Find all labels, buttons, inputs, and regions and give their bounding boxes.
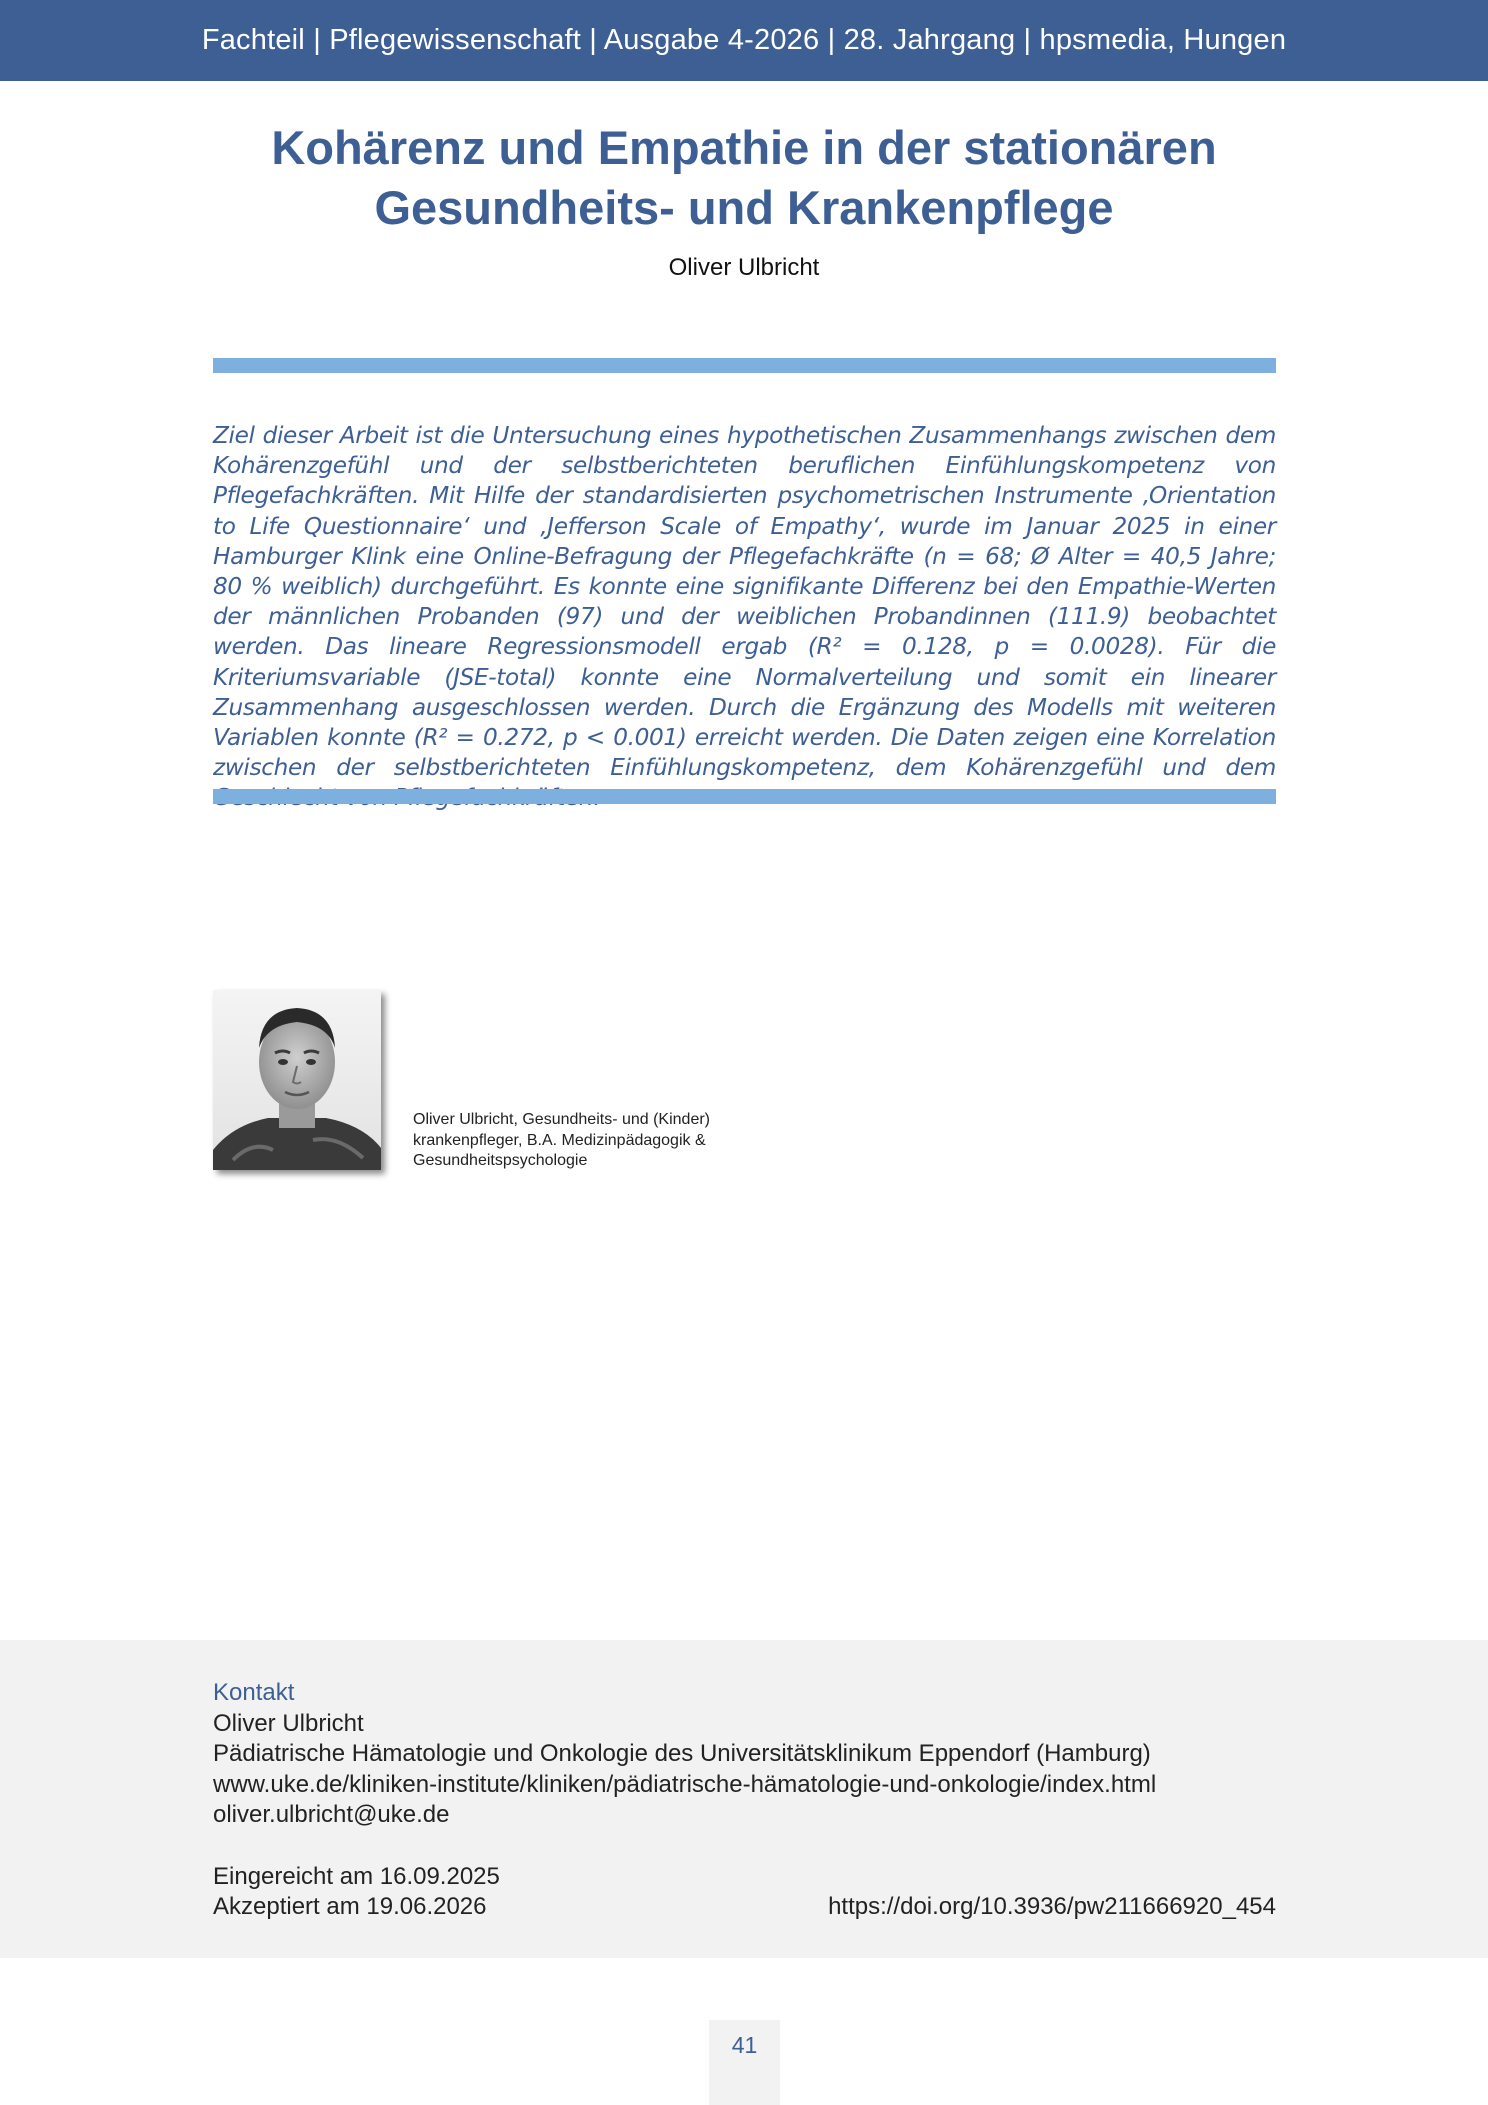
article-title [150, 118, 1338, 238]
accepted-row [213, 1892, 1276, 1923]
title-line-2: Gesundheits- und Krankenpflege [374, 181, 1114, 234]
doi-link[interactable]: https://doi.org/10.3936/pw211666920_454 [828, 1893, 1276, 1920]
dates-block [213, 1862, 1276, 1923]
journal-header-text: Fachteil | Pflegewissenschaft | Ausgabe 4-2026 | 28. Jahrgang | hpsmedia, Hungen [201, 24, 1287, 56]
author-caption [413, 1110, 773, 1172]
caption-line-2: krankenpfleger, B.A. Medizinpädagogik & [413, 1131, 706, 1149]
contact-content [213, 1678, 1276, 1923]
journal-header-bar [0, 0, 1488, 81]
abstract-bottom-rule [213, 789, 1276, 804]
author-portrait-icon [213, 990, 381, 1170]
contact-website-link[interactable]: www.uke.de/kliniken-institute/kliniken/pädiatrische-hämatologie-und-onkologie/index.html [213, 1770, 1157, 1798]
contact-box [0, 1640, 1488, 1958]
contact-email-link[interactable]: oliver.ulbricht@uke.de [213, 1801, 450, 1828]
caption-line-3: Gesundheitspsychologie [413, 1152, 588, 1169]
caption-line-1: Oliver Ulbricht, Gesundheits- und (Kinder) [413, 1111, 711, 1128]
page-number: 41 [709, 2020, 780, 2105]
article-author: Oliver Ulbricht [668, 254, 820, 281]
abstract-text: Ziel dieser Arbeit ist die Untersuchung eines hypothetischen Zusammenhangs zwischen dem Kohärenzgefühl und der selbstberichteten beruflichen Einfühlungskompetenz von Pflegefachkräften. Mit Hilfe der standardisierten psychometrischen Instrumente ‚Orientation to Life Questionnaire‘ und ‚Jefferson Scale of Empathy‘, wurde im Januar 2025 in einer Hamburger Klink eine Online-Befragung der Pflegefachkräfte (n = 68; Ø Alter = 40,5 Jahre; 80 % weiblich) durchgeführt. Es konnte eine signifikante Differenz bei den Empathie-Werten der männlichen Probanden (97) und der weiblichen Probandinnen (111.9) beobachtet werden. Das lineare Regressionsmodell ergab (R² = 0.128, p = 0.0028). Für die Kriteriumsvariable (JSE-total) konnte eine Normalverteilung und somit ein linearer Zusammenhang ausgeschlossen werden. Durch die Ergänzung des Modells mit weiteren Variablen konnte (R² = 0.272, p < 0.001) erreicht werden. Die Daten zeigen eine Korrelation zwischen der selbstberichteten Einfühlungskompetenz, dem Kohärenzgefühl und dem [213, 422, 1276, 782]
title-line-1: Kohärenz und Empathie in der stationären [271, 121, 1217, 174]
contact-heading: Kontakt [213, 1679, 295, 1706]
abstract-top-rule [213, 358, 1276, 373]
contact-name: Oliver Ulbricht [213, 1709, 364, 1737]
contact-institution: Pädiatrische Hämatologie und Onkologie des Universitätsklinikum Eppendorf (Hamburg) [213, 1740, 1151, 1767]
author-photo [213, 990, 381, 1170]
submitted-date: Eingereicht am 16.09.2025 [213, 1862, 500, 1890]
accepted-date: Akzeptiert am 19.06.2026 [213, 1893, 487, 1920]
